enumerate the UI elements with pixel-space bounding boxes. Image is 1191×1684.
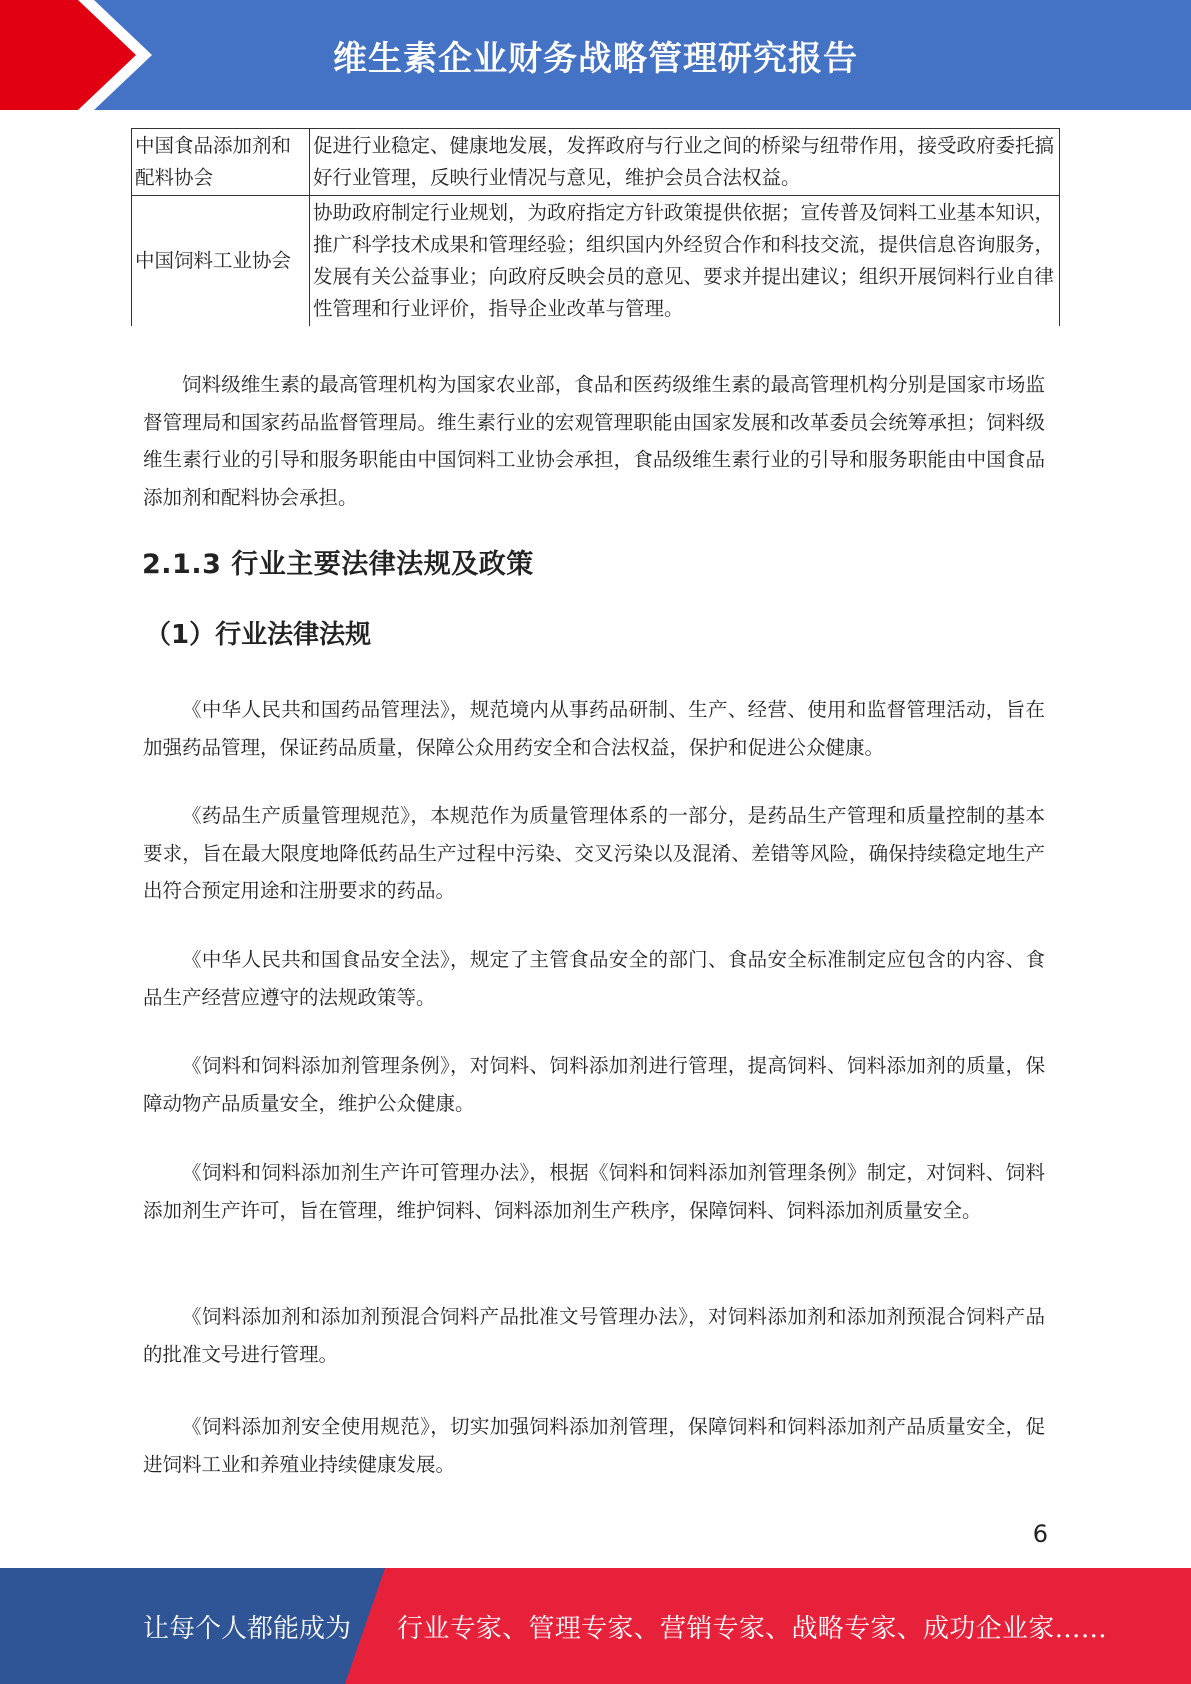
association-table — [131, 128, 1060, 326]
association-name: 中国食品添加剂和配料协会 — [132, 129, 310, 196]
law-paragraph-2 — [143, 797, 1045, 910]
subsection-heading: （1）行业法律法规 — [145, 620, 372, 650]
law-paragraph: 《饲料添加剂和添加剂预混合饲料产品批准文号管理办法》，对饲料添加剂和添加剂预混合饲料产品的批准文号进行管理。 — [143, 1305, 1045, 1366]
footer-slogan-right: 行业专家、管理专家、营销专家、战略专家、成功企业家…… — [397, 1613, 1108, 1644]
association-name: 中国饲料工业协会 — [132, 196, 310, 327]
section-heading: 2.1.3 行业主要法律法规及政策 — [142, 549, 534, 580]
intro-paragraph: 饲料级维生素的最高管理机构为国家农业部，食品和医药级维生素的最高管理机构分别是国家市场监督管理局和国家药品监督管理局。维生素行业的宏观管理职能由国家发展和改革委员会统筹承担；饲料级维生素行业的引导和服务职能由中国饲料工业协会承担，食品级维生素行业的引导和服务职能由中国食品添加剂和配料协会承担。 — [143, 373, 1045, 509]
association-description: 协助政府制定行业规划，为政府指定方针政策提供依据；宣传普及饲料工业基本知识，推广科学技术成果和管理经验；组织国内外经贸合作和科技交流，提供信息咨询服务，发展有关公益事业；向政府反映会员的意见、要求并提出建议；组织开展饲料行业自律性管理和行业评价，指导企业改革与管理。 — [310, 196, 1060, 327]
footer-slogan-left: 让每个人都能成为 — [143, 1613, 352, 1644]
law-paragraph: 《饲料和饲料添加剂管理条例》，对饲料、饲料添加剂进行管理，提高饲料、饲料添加剂的质量，保障动物产品质量安全，维护公众健康。 — [143, 1054, 1045, 1115]
table-row — [132, 196, 1060, 327]
intro-section — [143, 366, 1045, 516]
law-paragraph-4 — [143, 1047, 1045, 1122]
association-description: 促进行业稳定、健康地发展，发挥政府与行业之间的桥梁与纽带作用，接受政府委托搞好行业管理，反映行业情况与意见，维护会员合法权益。 — [310, 129, 1060, 196]
law-paragraph-6 — [143, 1298, 1045, 1373]
law-paragraph-7 — [143, 1408, 1045, 1483]
report-header — [0, 0, 1191, 110]
law-paragraph: 《药品生产质量管理规范》，本规范作为质量管理体系的一部分，是药品生产管理和质量控制的基本要求，旨在最大限度地降低药品生产过程中污染、交叉污染以及混淆、差错等风险，确保持续稳定地生产出符合预定用途和注册要求的药品。 — [143, 804, 1045, 902]
law-paragraph: 《中华人民共和国食品安全法》，规定了主管食品安全的部门、食品安全标准制定应包含的内容、食品生产经营应遵守的法规政策等。 — [143, 948, 1045, 1009]
page-number: 6 — [1032, 1520, 1048, 1548]
law-paragraph-3 — [143, 941, 1045, 1016]
law-paragraph: 《中华人民共和国药品管理法》，规范境内从事药品研制、生产、经营、使用和监督管理活动，旨在加强药品管理，保证药品质量，保障公众用药安全和合法权益，保护和促进公众健康。 — [143, 698, 1045, 759]
law-paragraph-5 — [143, 1154, 1045, 1229]
report-footer — [0, 1568, 1191, 1684]
table-row — [132, 129, 1060, 196]
law-paragraph: 《饲料和饲料添加剂生产许可管理办法》，根据《饲料和饲料添加剂管理条例》制定，对饲料、饲料添加剂生产许可，旨在管理，维护饲料、饲料添加剂生产秩序，保障饲料、饲料添加剂质量安全。 — [143, 1161, 1045, 1222]
law-paragraph-1 — [143, 691, 1045, 766]
law-paragraph: 《饲料添加剂安全使用规范》，切实加强饲料添加剂管理，保障饲料和饲料添加剂产品质量安全，促进饲料工业和养殖业持续健康发展。 — [143, 1415, 1045, 1476]
report-title: 维生素企业财务战略管理研究报告 — [333, 38, 858, 79]
